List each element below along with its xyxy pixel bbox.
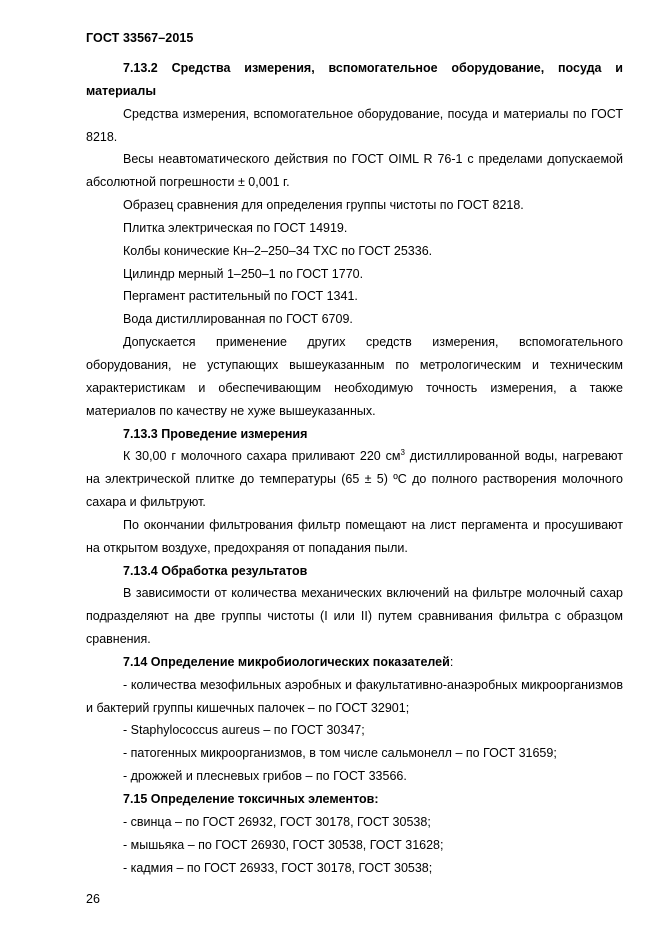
paragraph: В зависимости от количества механических включений на фильтре молочный сахар подразделяют на две группы чистоты (I или II) путем сравнивания фильтра с образцом сравнения. bbox=[86, 586, 623, 647]
page-number: 26 bbox=[86, 892, 100, 906]
section-heading-7-13-4: 7.13.4 Обработка результатов bbox=[123, 563, 308, 578]
heading-bold-text: 7.14 Определение микробиологических показателей bbox=[123, 654, 450, 669]
paragraph-with-superscript bbox=[86, 445, 623, 514]
paragraph: По окончании фильтрования фильтр помещают на лист пергамента и просушивают на открытом воздухе, предохраняя от попадания пыли. bbox=[86, 517, 623, 555]
list-line: Вода дистиллированная по ГОСТ 6709. bbox=[123, 312, 353, 327]
heading-bold-text: 7.13.2 Средства измерения, вспомогательное оборудование, посуда и материалы bbox=[86, 61, 623, 98]
list-item: - количества мезофильных аэробных и факультативно-анаэробных микроорганизмов и бактерий группы кишечных палочек – по ГОСТ 32901; bbox=[86, 677, 623, 715]
list-line: Цилиндр мерный 1–250–1 по ГОСТ 1770. bbox=[123, 266, 364, 281]
list-line: Плитка электрическая по ГОСТ 14919. bbox=[123, 220, 348, 235]
paragraph: Допускается применение других средств измерения, вспомогательного оборудования, не уступающих вышеуказанным по метрологическим и техническим характеристикам и обеспечивающим необходимую точность измерения, а также материалов по качеству не хуже вышеуказанных. bbox=[86, 335, 623, 418]
list-item: - кадмия – по ГОСТ 26933, ГОСТ 30178, ГОСТ 30538; bbox=[123, 860, 433, 875]
list-item: - дрожжей и плесневых грибов – по ГОСТ 33566. bbox=[123, 769, 407, 784]
text-after-sup: дистиллированной воды, нагревают на электрической плитке до температуры (65 ± 5) ºС до полного растворения молочного сахара и фильтруют. bbox=[86, 449, 623, 510]
list-item: - свинца – по ГОСТ 26932, ГОСТ 30178, ГОСТ 30538; bbox=[123, 814, 431, 829]
superscript: 3 bbox=[400, 448, 405, 458]
paragraph: Средства измерения, вспомогательное оборудование, посуда и материалы по ГОСТ 8218. bbox=[86, 106, 623, 144]
document-header-code: ГОСТ 33567–2015 bbox=[86, 31, 194, 45]
list-line: Пергамент растительный по ГОСТ 1341. bbox=[123, 289, 358, 304]
heading-rest-text: : bbox=[449, 654, 454, 669]
list-item: - мышьяка – по ГОСТ 26930, ГОСТ 30538, ГОСТ 31628; bbox=[123, 837, 444, 852]
paragraph: Весы неавтоматического действия по ГОСТ OIML R 76-1 с пределами допускаемой абсолютной погрешности ± 0,001 г. bbox=[86, 152, 623, 190]
section-heading-7-14 bbox=[86, 651, 623, 674]
list-item: - патогенных микроорганизмов, в том числе сальмонелл – по ГОСТ 31659; bbox=[123, 746, 557, 761]
text-before-sup: К 30,00 г молочного сахара приливают 220 см bbox=[123, 449, 401, 464]
section-heading-7-15: 7.15 Определение токсичных элементов: bbox=[123, 792, 379, 806]
section-heading-7-13-3: 7.13.3 Проведение измерения bbox=[123, 426, 308, 441]
list-item: - Staphylococcus aureus – по ГОСТ 30347; bbox=[123, 723, 365, 738]
list-line: Образец сравнения для определения группы чистоты по ГОСТ 8218. bbox=[123, 198, 524, 213]
list-line: Колбы конические Кн–2–250–34 ТХС по ГОСТ 25336. bbox=[123, 243, 433, 258]
section-heading-7-13-2 bbox=[86, 57, 623, 103]
document-body bbox=[86, 57, 623, 879]
